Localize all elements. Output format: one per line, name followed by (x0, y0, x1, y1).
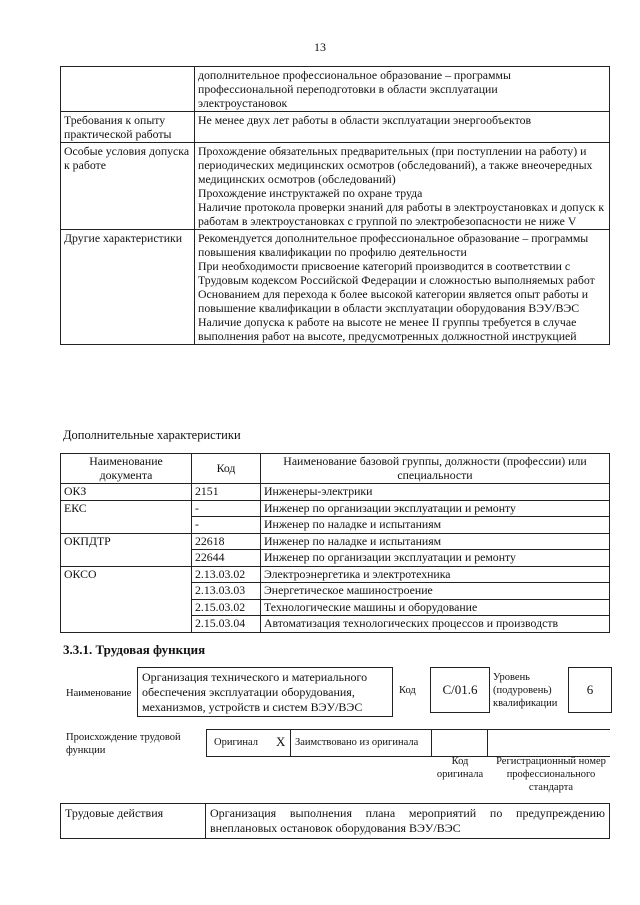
text-line: профессиональной переподготовки в области эксплуатации (198, 82, 498, 96)
row-content (195, 230, 610, 345)
row-content (195, 143, 610, 230)
row-content (195, 67, 610, 112)
name-cell: Инженер по наладке и испытаниям (261, 517, 610, 534)
doc-cell: ОКПДТР (61, 533, 192, 566)
orig-code-label: Код оригинала (436, 756, 484, 780)
table-row (61, 67, 610, 112)
level-box: 6 (568, 667, 612, 713)
row-content (195, 112, 610, 143)
code-cell: 2.15.03.02 (192, 599, 261, 616)
code-cell: 22618 (192, 533, 261, 550)
row-label: Требования к опыту практической работы (61, 112, 195, 143)
text-line: Основанием для перехода к более высокой категории является опыт работы и повышение квалификации в области эксплуатации оборудования ВЭУ/ВЭС (198, 287, 589, 315)
text-line: Наличие протокола проверки знаний для работы в электроустановках и допуск к работам в электроустановках с группой по электробезопасности не ниже V (198, 200, 605, 228)
original-mark: X (276, 734, 286, 749)
name-label: Наименование (66, 688, 132, 699)
orig-code-cell (431, 729, 488, 757)
reg-number-label: Регистрационный номер профессионального стандарта (496, 756, 606, 793)
text-line: При необходимости присвоение категорий производится в соответствии с Трудовым кодексом Российской Федерации и сложностью выполняемых работ (198, 259, 595, 287)
name-cell: Инженер по организации эксплуатации и ремонту (261, 550, 610, 567)
text-line: Рекомендуется дополнительное профессиональное образование – программы повышения квалификации по профилю деятельности (198, 231, 589, 259)
doc-cell: ОКЗ (61, 484, 192, 501)
text-line: Наличие допуска к работе на высоте не менее II группы требуется в случае выполнения работ на высоте, предусмотренных должностной инструкцией (198, 315, 577, 343)
row-label (61, 67, 195, 112)
row-label: Особые условия допуска к работе (61, 143, 195, 230)
table-row (61, 804, 610, 839)
function-code-box: C/01.6 (430, 667, 490, 713)
requirements-table (60, 66, 610, 345)
table-row (61, 484, 610, 501)
code-cell: 22644 (192, 550, 261, 567)
table-row (61, 230, 610, 345)
reg-number-cell (488, 729, 610, 757)
section-title: Дополнительные характеристики (63, 428, 241, 442)
code-label: Код (399, 685, 416, 696)
borrowed-label: Заимствовано из оригинала (295, 737, 419, 748)
name-cell: Инженер по организации эксплуатации и ремонту (261, 500, 610, 517)
actions-label: Трудовые действия (61, 804, 206, 839)
function-heading: 3.3.1. Трудовая функция (63, 642, 206, 657)
actions-table (60, 803, 610, 839)
table-row (61, 566, 610, 583)
header-name: Наименование базовой группы, должности (профессии) или специальности (261, 454, 610, 484)
name-cell: Инженеры-электрики (261, 484, 610, 501)
text-line: дополнительное профессиональное образование – программы (198, 68, 511, 82)
table-row (61, 533, 610, 550)
text-line: электроустановок (198, 96, 288, 110)
function-name-box (137, 667, 393, 717)
level-label: Уровень (подуровень) квалификации (493, 672, 558, 709)
text-line: Прохождение инструктажей по охране труда (198, 186, 423, 200)
table-row (61, 112, 610, 143)
table-header-row (61, 454, 610, 484)
function-name-text: Организация технического и материального обеспечения эксплуатации оборудования, механизмов, устройств и систем ВЭУ/ВЭС (142, 670, 368, 714)
code-cell: - (192, 500, 261, 517)
actions-text: Организация выполнения плана мероприятий по предупреждению внеплановых остановок оборудования ВЭУ/ВЭС (206, 804, 610, 839)
doc-cell: ЕКС (61, 500, 192, 533)
code-cell: 2.13.03.02 (192, 566, 261, 583)
text-line: Прохождение обязательных предварительных (при поступлении на работу) и периодических медицинских осмотров (обследований), а также внеочередных медицинских осмотров (обследований) (198, 144, 593, 186)
doc-cell: ОКСО (61, 566, 192, 632)
name-cell: Энергетическое машиностроение (261, 583, 610, 600)
text-line: Не менее двух лет работы в области эксплуатации энергообъектов (198, 113, 532, 127)
row-label: Другие характеристики (61, 230, 195, 345)
table-row (61, 143, 610, 230)
table-row (61, 500, 610, 517)
name-cell: Автоматизация технологических процессов и производств (261, 616, 610, 633)
code-cell: 2.15.03.04 (192, 616, 261, 633)
header-doc: Наименование документа (61, 454, 192, 484)
name-cell: Технологические машины и оборудование (261, 599, 610, 616)
header-code: Код (192, 454, 261, 484)
name-cell: Электроэнергетика и электротехника (261, 566, 610, 583)
code-cell: 2.13.03.03 (192, 583, 261, 600)
original-label: Оригинал (214, 737, 258, 748)
origin-label: Происхождение трудовой функции (66, 732, 181, 756)
page-number: 13 (314, 40, 326, 54)
name-cell: Инженер по наладке и испытаниям (261, 533, 610, 550)
code-cell: - (192, 517, 261, 534)
additional-table (60, 453, 610, 633)
code-cell: 2151 (192, 484, 261, 501)
